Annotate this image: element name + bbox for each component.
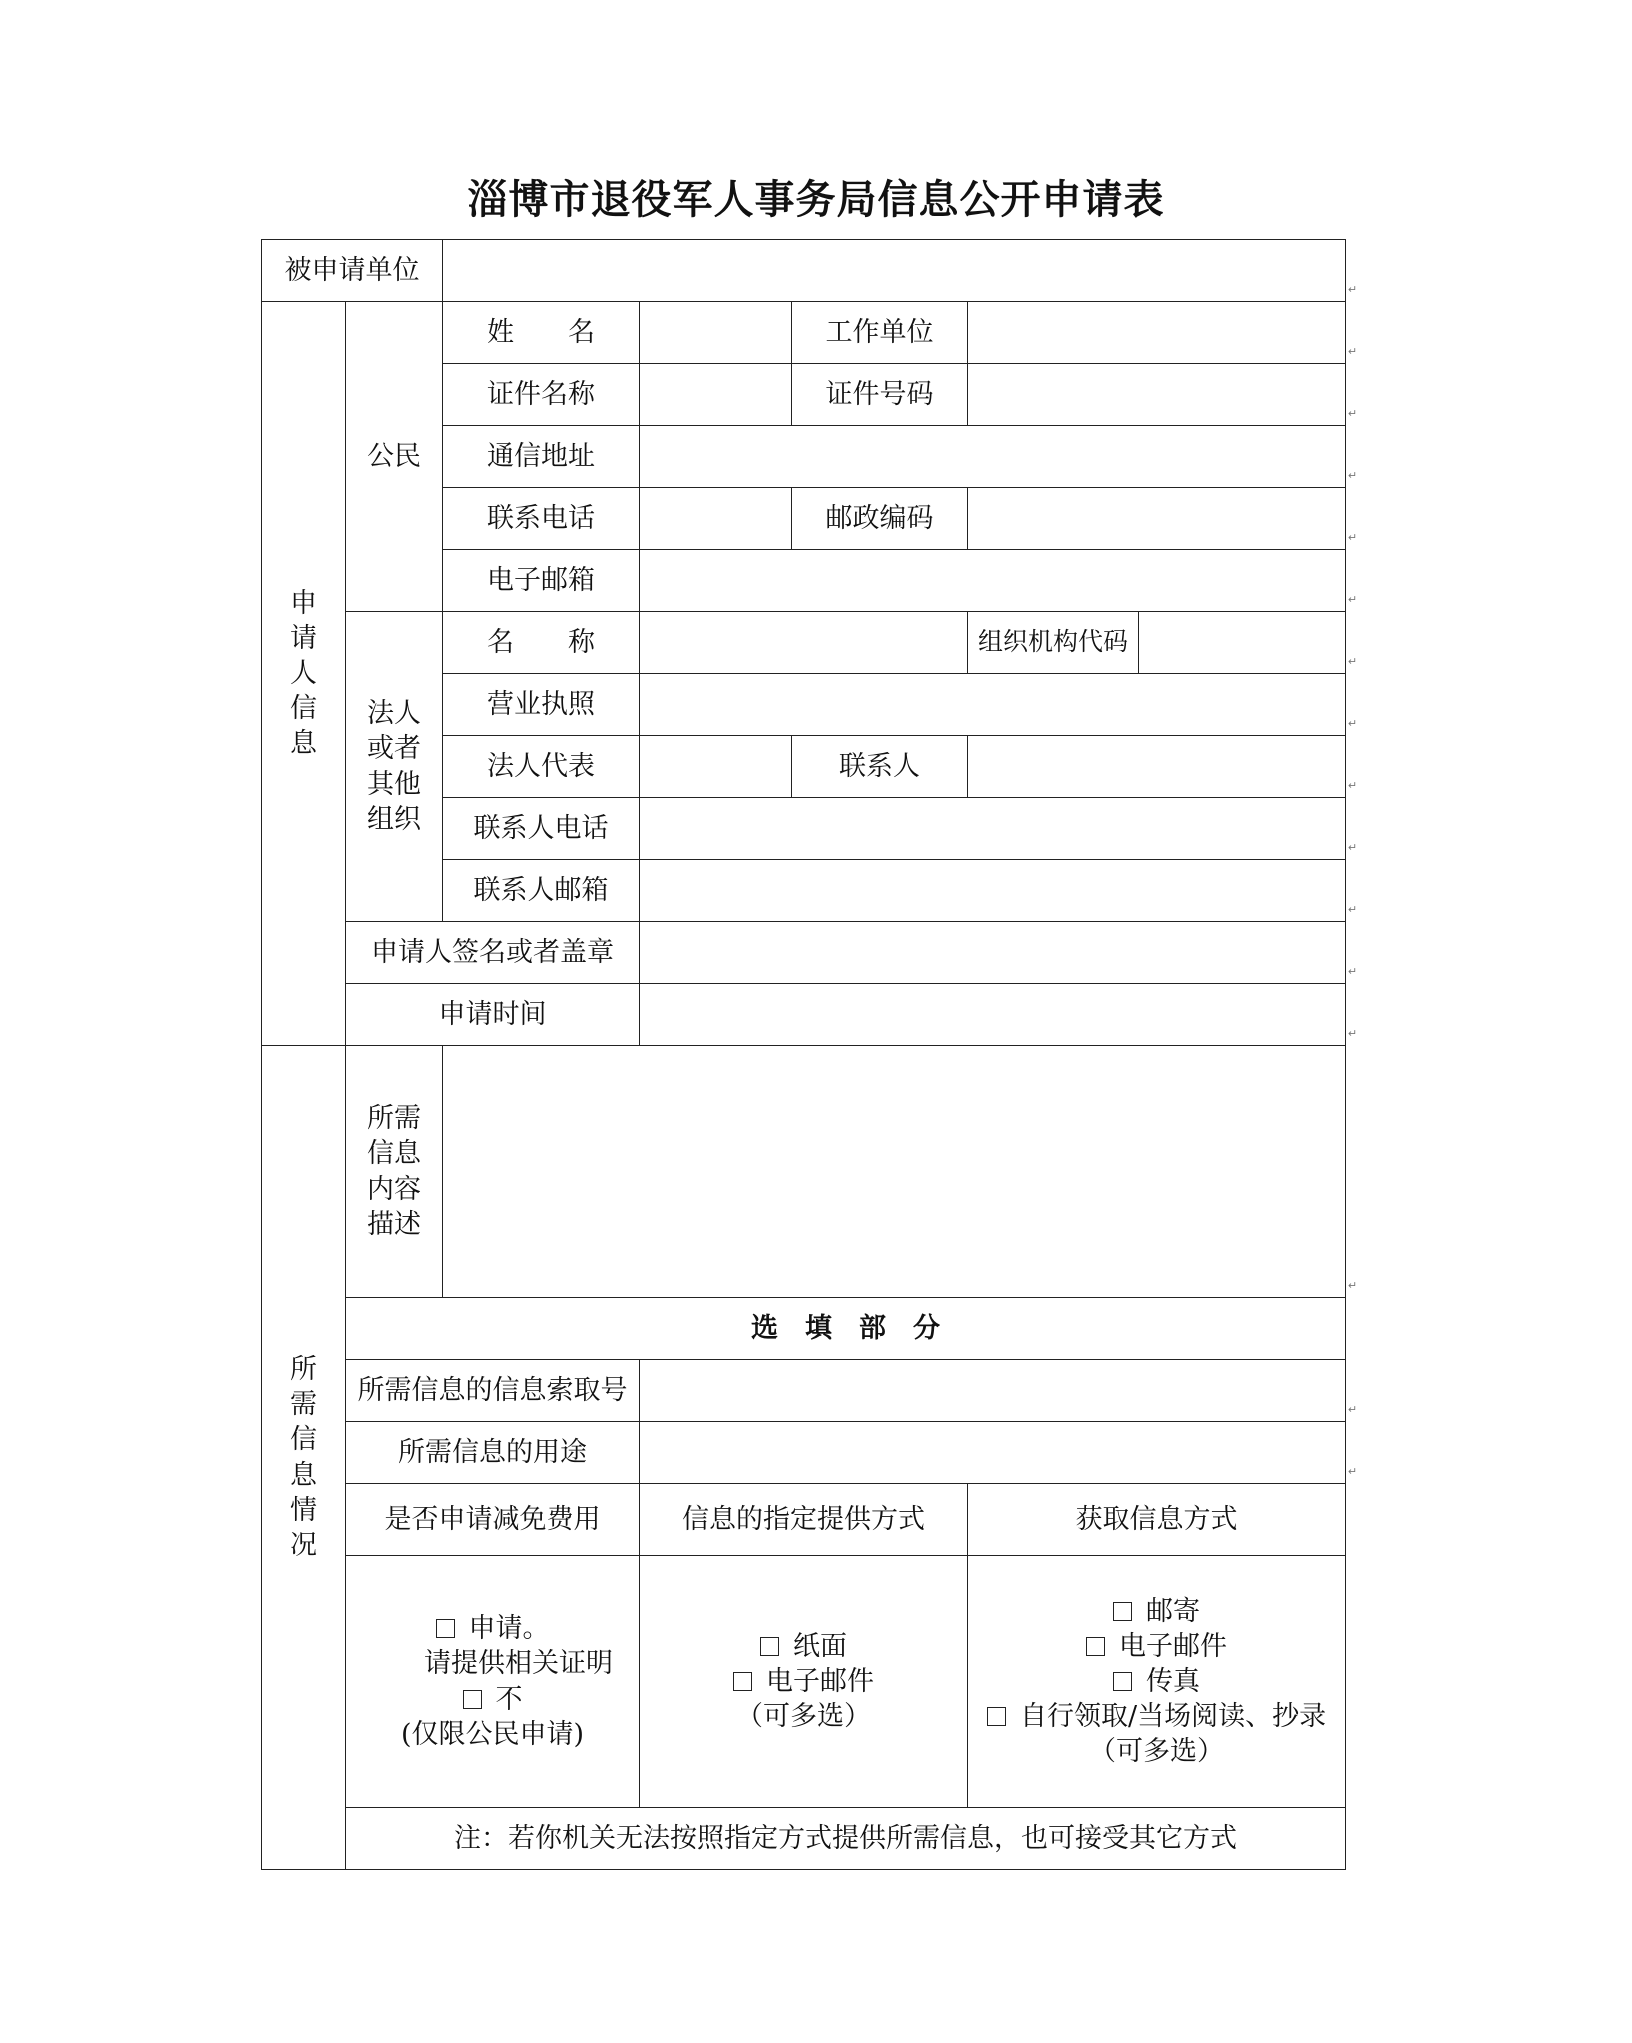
content-desc-field[interactable]: ↵ [443,1046,1346,1298]
postcode-field[interactable]: ↵ [968,488,1346,550]
usage-label: 所需信息的用途 [346,1422,640,1484]
content-desc-label: 所需 信息 内容 描述 [346,1046,443,1298]
legal-rep-label: 法人代表 [443,736,640,798]
contact-person-field[interactable]: ↵ [968,736,1346,798]
fee-waiver-header: 是否申请减免费用 [346,1484,640,1556]
id-number-label: 证件号码 [792,364,968,426]
obtain-email-label: 电子邮件 [1119,1630,1228,1662]
provide-multi-note: （可多选） [736,1701,871,1733]
optional-section-heading: 选 填 部 分 [346,1298,1346,1360]
org-name-label: 名 称 [443,612,640,674]
signature-label: 申请人签名或者盖章 [346,922,640,984]
fee-proof-text: 请提供相关证明 [424,1648,613,1680]
legal-rep-field[interactable] [640,736,792,798]
obtain-email-checkbox[interactable] [1086,1637,1105,1656]
fee-no-checkbox[interactable] [463,1690,482,1709]
phone-label: 联系电话 [443,488,640,550]
contact-email-label: 联系人邮箱 [443,860,640,922]
application-form-table [261,239,1358,1870]
email-field[interactable]: ↵ [640,550,1346,612]
work-unit-field[interactable]: ↵ [968,302,1346,364]
business-license-label: 营业执照 [443,674,640,736]
apply-time-field[interactable]: ↵ [640,984,1346,1046]
provide-email-checkbox[interactable] [733,1672,752,1691]
email-label: 电子邮箱 [443,550,640,612]
form-title: 淄博市退役军人事务局信息公开申请表 [467,176,1165,223]
contact-person-label: 联系人 [792,736,968,798]
phone-field[interactable] [640,488,792,550]
postcode-label: 邮政编码 [792,488,968,550]
name-field[interactable] [640,302,792,364]
id-type-label: 证件名称 [443,364,640,426]
contact-email-field[interactable]: ↵ [640,860,1346,922]
id-type-field[interactable] [640,364,792,426]
obtain-method-options [968,1556,1346,1808]
business-license-field[interactable]: ↵ [640,674,1346,736]
required-info-label: 所 需 信 息 情 况 [262,1046,346,1870]
provide-email-label: 电子邮件 [766,1665,874,1697]
obtain-method-header: 获取信息方式 [968,1484,1346,1556]
fee-no-label: 不 [495,1683,523,1715]
provide-method-options [640,1556,968,1808]
provide-paper-label: 纸面 [793,1630,847,1662]
respondent-unit-field[interactable]: ↵ [443,240,1346,302]
obtain-self-label: 自行领取/当场阅读、抄录 [1019,1701,1327,1733]
org-name-field[interactable] [640,612,968,674]
obtain-mail-checkbox[interactable] [1113,1602,1132,1621]
applicant-info-label: 申 请 人 信 息 [262,302,346,1046]
index-number-field[interactable]: ↵ [640,1360,1346,1422]
work-unit-label: 工作单位 [792,302,968,364]
usage-field[interactable]: ↵ [640,1422,1346,1484]
fee-apply-label: 申请。 [468,1613,550,1645]
respondent-unit-label: 被申请单位 [262,240,443,302]
org-code-label: 组织机构代码 [968,612,1139,674]
contact-phone-label: 联系人电话 [443,798,640,860]
signature-field[interactable]: ↵ [640,922,1346,984]
footer-note: 注：若你机关无法按照指定方式提供所需信息，也可接受其它方式 [346,1808,1346,1870]
apply-time-label: 申请时间 [346,984,640,1046]
citizen-label: 公民 [346,302,443,612]
obtain-fax-checkbox[interactable] [1113,1672,1132,1691]
obtain-mail-label: 邮寄 [1146,1595,1201,1627]
obtain-self-checkbox[interactable] [987,1707,1006,1726]
name-label: 姓 名 [443,302,640,364]
provide-paper-checkbox[interactable] [760,1637,779,1656]
provide-method-header: 信息的指定提供方式 [640,1484,968,1556]
obtain-fax-label: 传真 [1146,1665,1201,1697]
index-number-label: 所需信息的信息索取号 [346,1360,640,1422]
address-field[interactable]: ↵ [640,426,1346,488]
fee-waiver-options [346,1556,640,1808]
legal-entity-label: 法人 或者 其他 组织 [346,612,443,922]
address-label: 通信地址 [443,426,640,488]
contact-phone-field[interactable]: ↵ [640,798,1346,860]
obtain-multi-note: （可多选） [1089,1736,1225,1768]
org-code-field[interactable]: ↵ [1139,612,1346,674]
fee-apply-checkbox[interactable] [436,1619,455,1638]
fee-note: (仅限公民申请) [400,1718,585,1750]
id-number-field[interactable]: ↵ [968,364,1346,426]
